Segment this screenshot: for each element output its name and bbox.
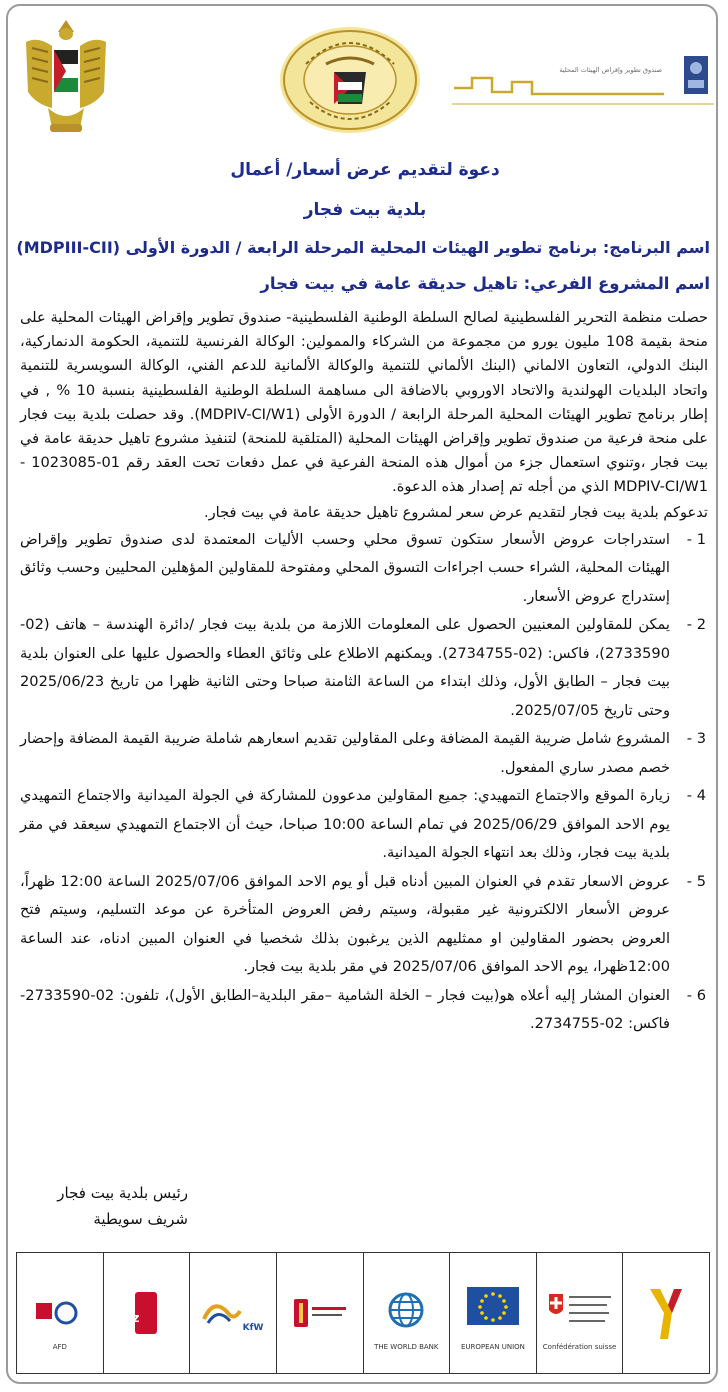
list-item [20, 611, 708, 725]
item-number: 4 - [686, 787, 706, 805]
signature-block [18, 1180, 188, 1232]
donor-denmark [276, 1253, 363, 1373]
item-number: 6 - [686, 986, 706, 1004]
intro-paragraph: حصلت منظمة التحرير الفلسطينية لصالح السلطة الوطنية الفلسطينية- صندوق تطوير وإقراض الهيئات المحلية على منحة بقيمة 108 مليون يورو من مجموعة من الشركاء والممولين: الوكالة الفرنسية للتنمية، الحكومة الدنماركية، البنك الدولي، التعاون الالماني (البنك الألماني للتنمية والوكالة الألمانية للدعم الفني، الوكالة السويسرية للتنمية واتحاد البلديات الهولندية والاتحاد الاوروبي بالاضافة الى مساهمة السلطة الوطنية الفلسطينية بنسبة 10 % , في إطار برنامج تطوير الهيئات المحلية المرحلة الرابعة / الدورة الأولى (MDPIV-CI/W1). وقد حصلت بلدية بيت فجار على منحة فرعية من صندوق تطوير وإقراض الهيئات المحلية (المتلقية للمنحة) لتنفيذ مشروع تاهيل حديقة عامة في بيت فجار ،وتنوي استعمال جزء من أموال هذه المنحة الفرعية في عمل دفعات تحت العقد رقم 01-1023085 -MDPIV-CI/W1 الذي من أجله تم إصدار هذه الدعوة. [20, 309, 709, 496]
donor-logos-strip [16, 1252, 710, 1374]
item-number: 1 - [686, 530, 706, 548]
mdlf-logo [452, 48, 714, 112]
item-text: عروض الاسعار تقدم في العنوان المبين أدناه قبل أو يوم الاحد الموافق 2025/07/06 الساعة 12:00 ظهراً، عروض الأسعار الالكترونية غير مقبولة، وسيتم رفض العروض المتأخرة عن موعد التسليم، وسيتم فتح العروض بحضور المقاولين او ممثليهم الذين يرغبون بذلك شخصيا في العنوان المبين ادناه، عند الساعة 12:00ظهرا، يوم الاحد الموافق 2025/07/06 في مقر بلدية بيت فجار. [20, 872, 670, 976]
subproject-name: اسم المشروع الفرعي: تاهيل حديقة عامة في بيت فجار [260, 274, 710, 293]
list-item [20, 725, 708, 782]
donor-kfw [189, 1253, 276, 1373]
item-text: زيارة الموقع والاجتماع التمهيدي: جميع المقاولين مدعوون للمشاركة في الجولة الميدانية والاجتماع التمهيدي يوم الاحد الموافق 2025/06/29 في تمام الساعة 10:00 صباحا، حيث أن الاجتماع التمهيدي سيعقد في مقر بلدية بيت فجار، وذلك بعد انتهاء الجولة الميدانية. [20, 787, 670, 862]
eu-flag-icon [463, 1283, 523, 1343]
list-item [20, 868, 708, 982]
mdlf-y-icon [646, 1283, 686, 1343]
afd-logo-icon [32, 1293, 88, 1333]
item-number: 3 - [686, 730, 706, 748]
donor-caption: giz [119, 1311, 140, 1325]
list-item [20, 526, 708, 612]
donor-giz [103, 1253, 190, 1373]
conditions-list [20, 526, 708, 1039]
mdlf-building-icon [452, 48, 714, 112]
denmark-crest-icon [290, 1293, 350, 1333]
item-text: المشروع شامل ضريبة القيمة المضافة وعلى المقاولين تقديم اسعارهم شاملة ضريبة القيمة المضافة وإحضار خصم مصدر ساري المفعول. [20, 730, 670, 776]
invitation-title: دعوة لتقديم عرض أسعار/ أعمال [230, 160, 500, 180]
donor-switzerland [536, 1253, 623, 1373]
item-text: يمكن للمقاولين المعنيين الحصول على المعلومات اللازمة من بلدية بيت فجار /دائرة الهندسة – هاتف (02-2733590)، فاكس: (02-2734755). ويمكنهم الاطلاع على وثائق العطاء والحصول عليها على العنوان بلدية بيت فجار – الطابق الأول، وذلك ابتداء من الساعة الثامنة صباحا وحتى الثانية ظهرا من تاريخ 2025/06/23 وحتى تاريخ 2025/07/05. [20, 616, 670, 719]
state-of-palestine-seal-icon [276, 24, 424, 136]
item-text: العنوان المشار إليه أعلاه هو(بيت فجار – الخلة الشامية –مقر البلدية–الطابق الأول)، تلفون: 02-2733590- فاكس: 02-2734755. [20, 986, 670, 1033]
announcement-body [20, 306, 708, 1039]
municipality-title: بلدية بيت فجار [303, 200, 427, 220]
world-bank-globe-icon [381, 1288, 431, 1338]
item-number: 2 - [686, 616, 706, 634]
mdlf-caption: صندوق تطوير وإقراض الهيئات المحلية [559, 66, 662, 74]
mayor-name: شريف سويطية [93, 1210, 188, 1228]
donor-caption: AFD [52, 1343, 67, 1351]
donor-mdlf [622, 1253, 709, 1373]
palestine-eagle-emblem-icon [18, 12, 114, 144]
donor-caption: EUROPEAN UNION [460, 1343, 525, 1351]
donor-european-union [449, 1253, 536, 1373]
donor-world-bank [363, 1253, 450, 1373]
mayor-title: رئيس بلدية بيت فجار [57, 1184, 188, 1202]
invite-line: تدعوكم بلدية بيت فجار لتقديم عرض سعر لمشروع تاهيل حديقة عامة في بيت فجار. [203, 503, 708, 521]
list-item [20, 782, 708, 868]
program-name: اسم البرنامج: برنامج تطوير الهيئات المحلية المرحلة الرابعة / الدورة الأولى (MDPIII-CII) [16, 238, 710, 257]
donor-afd [17, 1253, 103, 1373]
donor-caption: KfW [242, 1323, 264, 1333]
swiss-flag-icon [545, 1288, 615, 1338]
item-text: استدراجات عروض الأسعار ستكون تسوق محلي وحسب الأليات المعتمدة لدى صندوق تطوير وإقراض الهيئات المحلية، الشراء حسب اجراءات التسوق المحلي ومفتوحة للمقاولين المؤهلين المحليين وحسب وثائق إستدراج عروض الأسعار. [20, 530, 670, 605]
donor-caption: Confédération suisse [542, 1343, 617, 1351]
item-number: 5 - [686, 872, 706, 890]
list-item [20, 982, 708, 1039]
donor-caption: THE WORLD BANK [374, 1343, 439, 1351]
